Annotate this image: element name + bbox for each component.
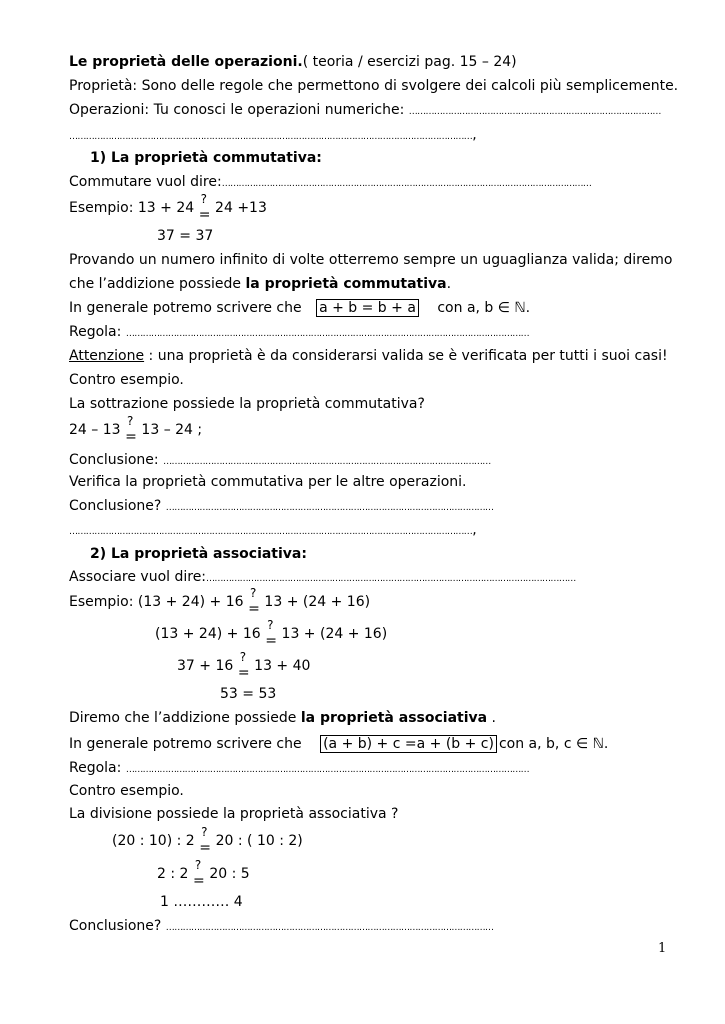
title-reference: ( teoria / esercizi pag. 15 – 24) bbox=[302, 54, 517, 70]
sottrazione-question: La sottrazione possiede la proprietà commutativa? bbox=[69, 396, 425, 412]
example-associativa-2 bbox=[155, 618, 388, 649]
fill-in-dots: ……………………………………………………………………………………………………………………………… bbox=[125, 329, 530, 339]
example-left: 37 + 16 bbox=[177, 658, 238, 674]
provando-line: Provando un numero infinito di volte otterremo sempre un uguaglianza valida; diremo bbox=[69, 252, 673, 268]
fill-in-dots: ……………………………………………………………………………………………………………………………… bbox=[69, 132, 473, 142]
division-example-2 bbox=[157, 858, 250, 889]
statement-text: che l’addizione possiede bbox=[69, 276, 246, 292]
statement-end: . bbox=[446, 276, 452, 292]
fill-in-dots: ……………………………………………………………………………………………………… bbox=[163, 457, 491, 467]
statement-text: Diremo che l’addizione possiede bbox=[69, 710, 301, 726]
fill-in-dots: ……………………………………………………………………………………………………………………………… bbox=[125, 765, 530, 775]
formula-domain: con a, b ∈ ℕ. bbox=[437, 300, 531, 316]
example-right: 13 – 24 ; bbox=[136, 422, 203, 438]
associare-label: Associare vuol dire: bbox=[69, 569, 207, 585]
example-result: 37 = 37 bbox=[157, 228, 214, 244]
example-left: Esempio: 13 + 24 bbox=[69, 200, 199, 216]
statement-end: . bbox=[487, 710, 496, 726]
conclusione-line bbox=[69, 450, 491, 472]
commutare-label: Commutare vuol dire: bbox=[69, 174, 222, 190]
fill-in-dots: …………………………………………………………………………………………………………………… bbox=[206, 574, 576, 584]
division-example-1 bbox=[112, 825, 303, 856]
formula-box: a + b = b + a bbox=[316, 299, 419, 317]
question-equals-symbol: ? = bbox=[248, 586, 260, 617]
fill-in-dots: …………………………………………………………………………………………………………………… bbox=[221, 179, 592, 189]
contro-esempio-label: Contro esempio. bbox=[69, 372, 184, 388]
example-associativa-3 bbox=[177, 650, 311, 681]
conclusione-label: Conclusione? bbox=[69, 918, 166, 934]
formula-box: (a + b) + c =a + (b + c) bbox=[320, 735, 497, 753]
divisione-question: La divisione possiede la proprietà associativa ? bbox=[69, 806, 399, 822]
example-left: 24 – 13 bbox=[69, 422, 125, 438]
page-title: Le proprietà delle operazioni. bbox=[69, 54, 303, 70]
operazioni-continuation bbox=[69, 125, 477, 147]
statement-bold: la proprietà commutativa bbox=[245, 276, 447, 292]
regola-label: Regola: bbox=[69, 324, 126, 340]
fill-in-dots: ……………………………………………………………………………… bbox=[408, 107, 661, 117]
title-line bbox=[69, 52, 517, 72]
general-formula-line-2 bbox=[69, 734, 608, 754]
example-left: (20 : 10) : 2 bbox=[112, 833, 200, 849]
attenzione-line bbox=[69, 346, 668, 366]
general-label: In generale potremo scrivere che bbox=[69, 736, 302, 752]
page-number: 1 bbox=[658, 941, 667, 956]
example-right: 24 +13 bbox=[210, 200, 267, 216]
conclusione-label: Conclusione? bbox=[69, 498, 166, 514]
example-right: 13 + (24 + 16) bbox=[259, 594, 371, 610]
question-equals-symbol: ? = bbox=[193, 858, 205, 889]
conclusione-question-line bbox=[69, 496, 493, 518]
question-equals-symbol: ? = bbox=[265, 618, 277, 649]
verifica-line: Verifica la proprietà commutativa per le altre operazioni. bbox=[69, 474, 467, 490]
example-commutativa bbox=[69, 192, 267, 223]
definition-operazioni bbox=[69, 100, 661, 122]
general-formula-line bbox=[69, 298, 530, 318]
subtraction-example bbox=[69, 414, 203, 445]
question-equals-symbol: ? = bbox=[237, 650, 250, 681]
section-heading-associativa: 2) La proprietà associativa: bbox=[90, 546, 307, 562]
question-equals-symbol: ? = bbox=[125, 414, 137, 445]
comma: , bbox=[472, 522, 477, 538]
section-heading-commutativa: 1) La proprietà commutativa: bbox=[90, 150, 322, 166]
example-right: 20 : 5 bbox=[204, 866, 250, 882]
regola-label: Regola: bbox=[69, 760, 126, 776]
contro-esempio-label-2: Contro esempio. bbox=[69, 783, 184, 799]
example-right: 13 + 40 bbox=[249, 658, 311, 674]
question-equals-symbol: ? = bbox=[198, 192, 211, 223]
commutativa-statement bbox=[69, 274, 451, 294]
attenzione-text: : una proprietà è da considerarsi valida se è verificata per tutti i suoi casi! bbox=[144, 348, 668, 364]
regola-line bbox=[69, 322, 529, 344]
general-label: In generale potremo scrivere che bbox=[69, 300, 302, 316]
fill-in-dots: ……………………………………………………………………………………………………………………………… bbox=[69, 527, 473, 537]
question-equals-symbol: ? = bbox=[199, 825, 212, 856]
operazioni-label: Operazioni: Tu conosci le operazioni numeriche: bbox=[69, 102, 409, 118]
conclusione-label: Conclusione: bbox=[69, 452, 164, 468]
fill-in-dots: ……………………………………………………………………………………………………… bbox=[165, 503, 494, 513]
example-right: 20 : ( 10 : 2) bbox=[211, 833, 303, 849]
associare-line bbox=[69, 567, 576, 589]
commutare-line bbox=[69, 172, 591, 194]
example-left: Esempio: (13 + 24) + 16 bbox=[69, 594, 248, 610]
example-left: (13 + 24) + 16 bbox=[155, 626, 266, 642]
definition-proprieta: Proprietà: Sono delle regole che permettono di svolgere dei calcoli più semplicemente. bbox=[69, 78, 679, 94]
example-associativa-1 bbox=[69, 586, 371, 617]
attenzione-label: Attenzione bbox=[69, 348, 145, 364]
statement-bold: la proprietà associativa bbox=[300, 710, 488, 726]
formula-domain: con a, b, c ∈ ℕ. bbox=[498, 736, 609, 752]
example-right: 13 + (24 + 16) bbox=[277, 626, 388, 642]
comma: , bbox=[472, 127, 477, 143]
conclusione-question-line-2 bbox=[69, 916, 493, 938]
example-associativa-result: 53 = 53 bbox=[220, 686, 277, 702]
division-example-3: 1 ………… 4 bbox=[160, 894, 243, 910]
example-left: 2 : 2 bbox=[157, 866, 193, 882]
associativa-statement bbox=[69, 708, 496, 728]
conclusione-continuation bbox=[69, 520, 477, 542]
regola-line-2 bbox=[69, 758, 529, 780]
fill-in-dots: ……………………………………………………………………………………………………… bbox=[165, 923, 494, 933]
